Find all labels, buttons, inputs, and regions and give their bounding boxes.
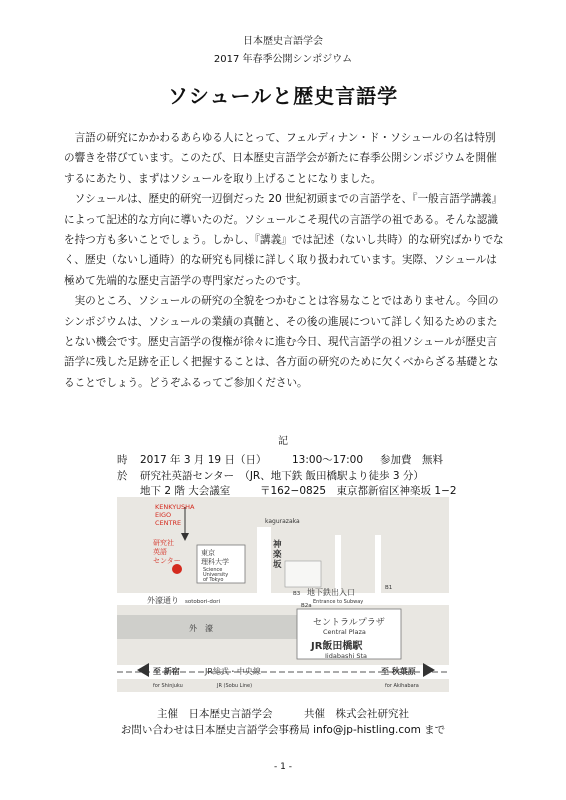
time-label: 時 bbox=[117, 454, 128, 466]
page-number: - 1 - bbox=[274, 762, 292, 772]
kagurazaka-romaji: kagurazaka bbox=[265, 518, 300, 525]
kenkyusha-jp: 研究社 bbox=[153, 539, 174, 547]
event-name: 2017 年春季公開シンポジウム bbox=[213, 54, 353, 65]
kagurazaka-label: 坂 bbox=[273, 560, 282, 570]
subway-entrance-en: Entrance to Subway bbox=[313, 599, 364, 605]
jr-station-label: JR飯田橋駅 bbox=[311, 641, 363, 652]
access-map bbox=[117, 497, 449, 692]
venue: 研究社英語センター （JR、地下鉄 飯田橋駅より徒歩 3 分） bbox=[140, 470, 424, 482]
paragraph: ソシュールは、歴史的研究一辺倒だった 20 世紀初頭までの言語学を、『一般言語学講義』によって記述的な方向に導いたのだ。ソシュールこそ現代の言語学の祖である。そんな認識を持つ方も多いことでしょう。しかし、『講義』では記述（ないし共時）的な研究ばかりでなく、歴史（ないし通時）的な研究も同様に詳しく取り扱われています。実際、ソシュールは極めて先端的な歴史言語学の専門家だったのです。 bbox=[64, 193, 504, 287]
kagurazaka-road bbox=[257, 527, 271, 597]
kagurazaka-label: 神 bbox=[273, 540, 282, 550]
tus-en-label: of Tokyo bbox=[203, 577, 224, 583]
paragraph: 言語の研究にかかわるあらゆる人にとって、フェルディナン・ド・ソシュールの名は特別の響きを帯びています。このたび、日本歴史言語学会が新たに春季公開シンポジウムを開催するにあたり、まずはソシュールを取り上げることになりました。 bbox=[64, 132, 497, 185]
moat-label: 外 濠 bbox=[189, 624, 213, 633]
organizers: 主催 日本歴史言語学会 共催 株式会社研究社 bbox=[157, 708, 409, 720]
side-street bbox=[335, 535, 341, 593]
to-shinjuku-en: for Shinjuku bbox=[153, 683, 183, 689]
kenkyusha-jp: 英語 bbox=[153, 548, 167, 556]
central-plaza-label: セントラルプラザ bbox=[313, 618, 385, 628]
map-drawing bbox=[117, 497, 449, 692]
sotobori-dori-label: 外濠通り bbox=[147, 596, 179, 605]
contact-info: お問い合わせは日本歴史言語学会事務局 info@jp-histling.com まで bbox=[120, 724, 446, 736]
exit-b2a: B2a bbox=[301, 603, 312, 609]
central-plaza-en: Central Plaza bbox=[323, 628, 366, 636]
address: 〒162−0825 東京都新宿区神楽坂 1−2 bbox=[260, 485, 457, 497]
kagurazaka-label: 楽 bbox=[273, 550, 282, 560]
kenkyusha-en: KENKYUSHA bbox=[155, 503, 195, 511]
side-street bbox=[375, 535, 381, 593]
kenkyusha-marker bbox=[172, 564, 182, 574]
to-akihabara-en: for Akihabara bbox=[385, 683, 419, 689]
to-akihabara-label: 至 秋葉原 bbox=[381, 667, 416, 676]
exit-b3: B3 bbox=[293, 591, 301, 597]
building bbox=[285, 561, 321, 587]
subway-entrance-label: 地下鉄出入口 bbox=[307, 588, 355, 597]
kenkyusha-en: CENTRE bbox=[155, 519, 182, 527]
pointer-arrow bbox=[181, 533, 189, 541]
body-text bbox=[64, 128, 504, 393]
event-time: 13:00～17:00 bbox=[292, 454, 364, 466]
organization-name: 日本歴史言語学会 bbox=[243, 36, 323, 47]
fee: 参加費 無料 bbox=[380, 454, 443, 466]
tus-en-label: University bbox=[203, 572, 229, 578]
tus-label: 理科大学 bbox=[201, 558, 229, 566]
jr-line-label: JR総武・中央線 bbox=[205, 667, 261, 676]
paragraph: 実のところ、ソシュールの研究の全貌をつかむことは容易なことではありません。今回のシンポジウムは、ソシュールの業績の真髄と、その後の進展について詳しく知るためのまたとない機会です。歴史言語学の復権が徐々に進む今日、現代言語学の祖ソシュールが歴史言語学に残した足跡を正しく把握することは、各方面の研究のために欠くべからざる基礎となることでしょう。どうぞふるってご参加ください。 bbox=[64, 295, 499, 389]
jr-station-en: Iidabashi Sta bbox=[325, 652, 367, 660]
sotobori-dori-romaji: sotobori-dori bbox=[185, 599, 221, 605]
document-title: ソシュールと歴史言語学 bbox=[167, 84, 399, 108]
ki-heading: 記 bbox=[278, 436, 288, 447]
event-date: 2017 年 3 月 19 日（日） bbox=[140, 454, 267, 466]
tus-en-label: Science bbox=[203, 567, 223, 573]
place-label: 於 bbox=[117, 470, 128, 482]
tus-label: 東京 bbox=[201, 549, 215, 557]
kenkyusha-en: EIGO bbox=[155, 511, 172, 519]
room: 地下 2 階 大会議室 bbox=[140, 485, 231, 497]
exit-b1: B1 bbox=[385, 585, 393, 591]
jr-line-en: JR (Sobu Line) bbox=[217, 683, 253, 689]
to-shinjuku-label: 至 新宿 bbox=[153, 667, 180, 676]
kenkyusha-jp: センター bbox=[153, 557, 181, 565]
